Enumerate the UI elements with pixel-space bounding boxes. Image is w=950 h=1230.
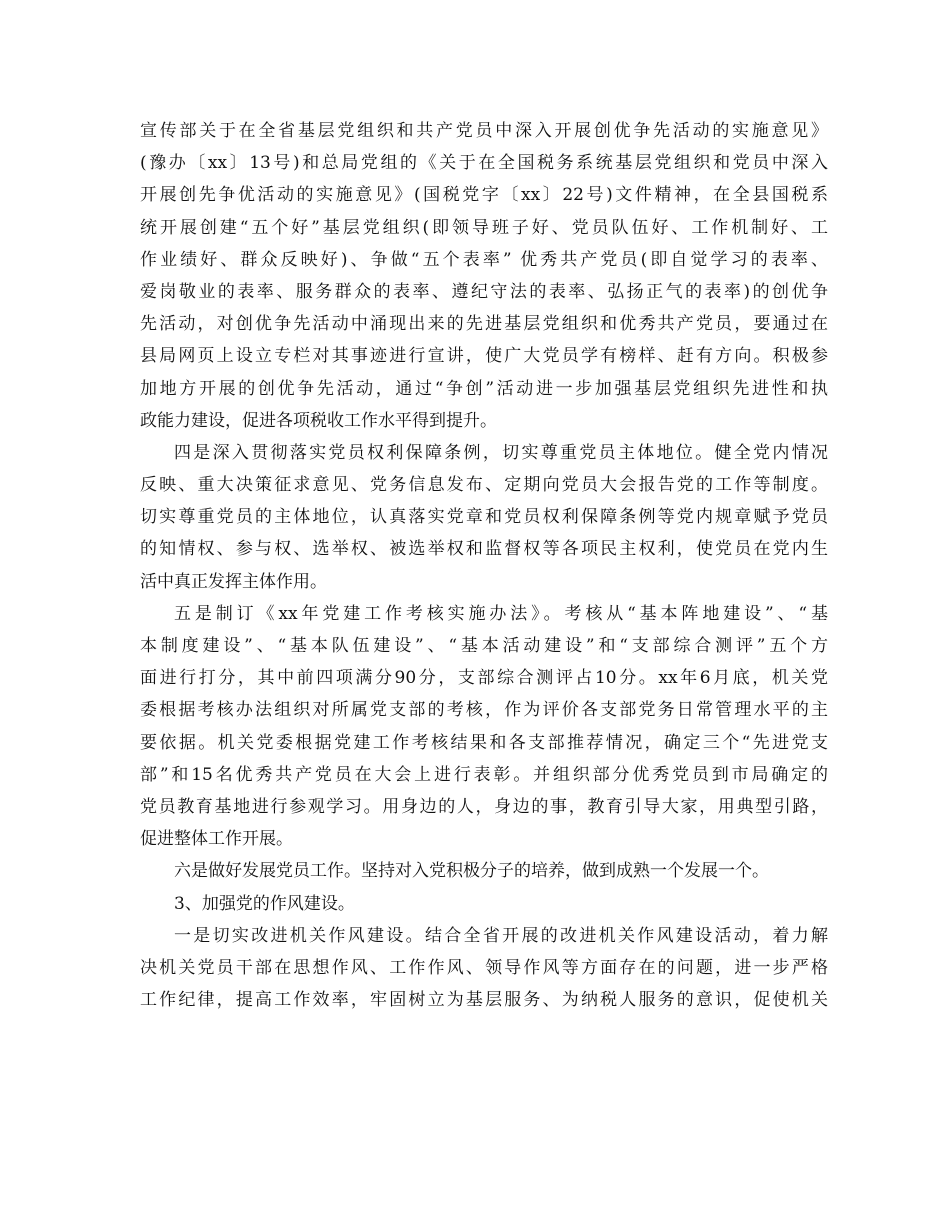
text-line: 部”和15名优秀共产党员在大会上进行表彰。并组织部分优秀党员到市局确定的 [140,764,828,785]
text-line: 决机关党员干部在思想作风、工作作风、领导作风等方面存在的问题，进一步严格 [140,957,828,978]
text-line: 六是做好发展党员工作。坚持对入党积极分子的培养，做到成熟一个发展一个。 [174,861,769,882]
text-line: 五是制订《xx年党建工作考核实施办法》。考核从“基本阵地建设”、“基 [174,603,828,624]
text-line: 统开展创建“五个好”基层党组织(即领导班子好、党员队伍好、工作机制好、工 [140,217,828,238]
text-line: 促进整体工作开展。 [140,829,293,850]
text-line: 开展创先争优活动的实施意见》(国税党字〔xx〕22号)文件精神，在全县国税系 [140,185,828,206]
text-line: 要依据。机关党委根据党建工作考核结果和各支部推荐情况，确定三个“先进党支 [140,732,828,753]
text-line: 活中真正发挥主体作用。 [140,571,327,592]
text-line: 爱岗敬业的表率、服务群众的表率、遵纪守法的表率、弘扬正气的表率)的创优争 [140,281,828,302]
text-line: 加地方开展的创优争先活动，通过“争创”活动进一步加强基层党组织先进性和执 [140,378,828,399]
text-line: 宣传部关于在全省基层党组织和共产党员中深入开展创优争先活动的实施意见》 [140,121,828,141]
text-line: 四是深入贯彻落实党员权利保障条例，切实尊重党员主体地位。健全党内情况 [174,442,828,463]
text-line: 切实尊重党员的主体地位，认真落实党章和党员权利保障条例等党内规章赋予党员 [140,507,828,528]
text-line: 面进行打分，其中前四项满分90分，支部综合测评占10分。xx年6月底，机关党 [140,668,828,689]
text-line: 党员教育基地进行参观学习。用身边的人，身边的事，教育引导大家，用典型引路， [140,796,828,817]
text-line: 工作纪律，提高工作效率，牢固树立为基层服务、为纳税人服务的意识，促使机关 [140,990,828,1011]
document-body [140,115,828,1016]
text-line: 委根据考核办法组织对所属党支部的考核，作为评价各支部党务日常管理水平的主 [140,700,828,721]
text-line: 的知情权、参与权、选举权、被选举权和监督权等各项民主权利，使党员在党内生 [140,539,828,560]
text-line: 一是切实改进机关作风建设。结合全省开展的改进机关作风建设活动，着力解 [174,925,828,946]
text-line: (豫办〔xx〕13号)和总局党组的《关于在全国税务系统基层党组织和党员中深入 [140,153,828,174]
text-line: 本制度建设”、“基本队伍建设”、“基本活动建设”和“支部综合测评”五个方 [140,636,828,656]
text-line: 县局网页上设立专栏对其事迹进行宣讲，使广大党员学有榜样、赶有方向。积极参 [140,346,828,367]
text-line: 先活动，对创优争先活动中涌现出来的先进基层党组织和优秀共产党员，要通过在 [140,314,828,335]
text-line: 3、加强党的作风建设。 [174,893,355,914]
text-line: 反映、重大决策征求意见、党务信息发布、定期向党员大会报告党的工作等制度。 [140,475,828,496]
text-line: 作业绩好、群众反映好)、争做“五个表率” 优秀共产党员(即自觉学习的表率、 [140,249,828,270]
text-line: 政能力建设，促进各项税收工作水平得到提升。 [140,410,497,431]
